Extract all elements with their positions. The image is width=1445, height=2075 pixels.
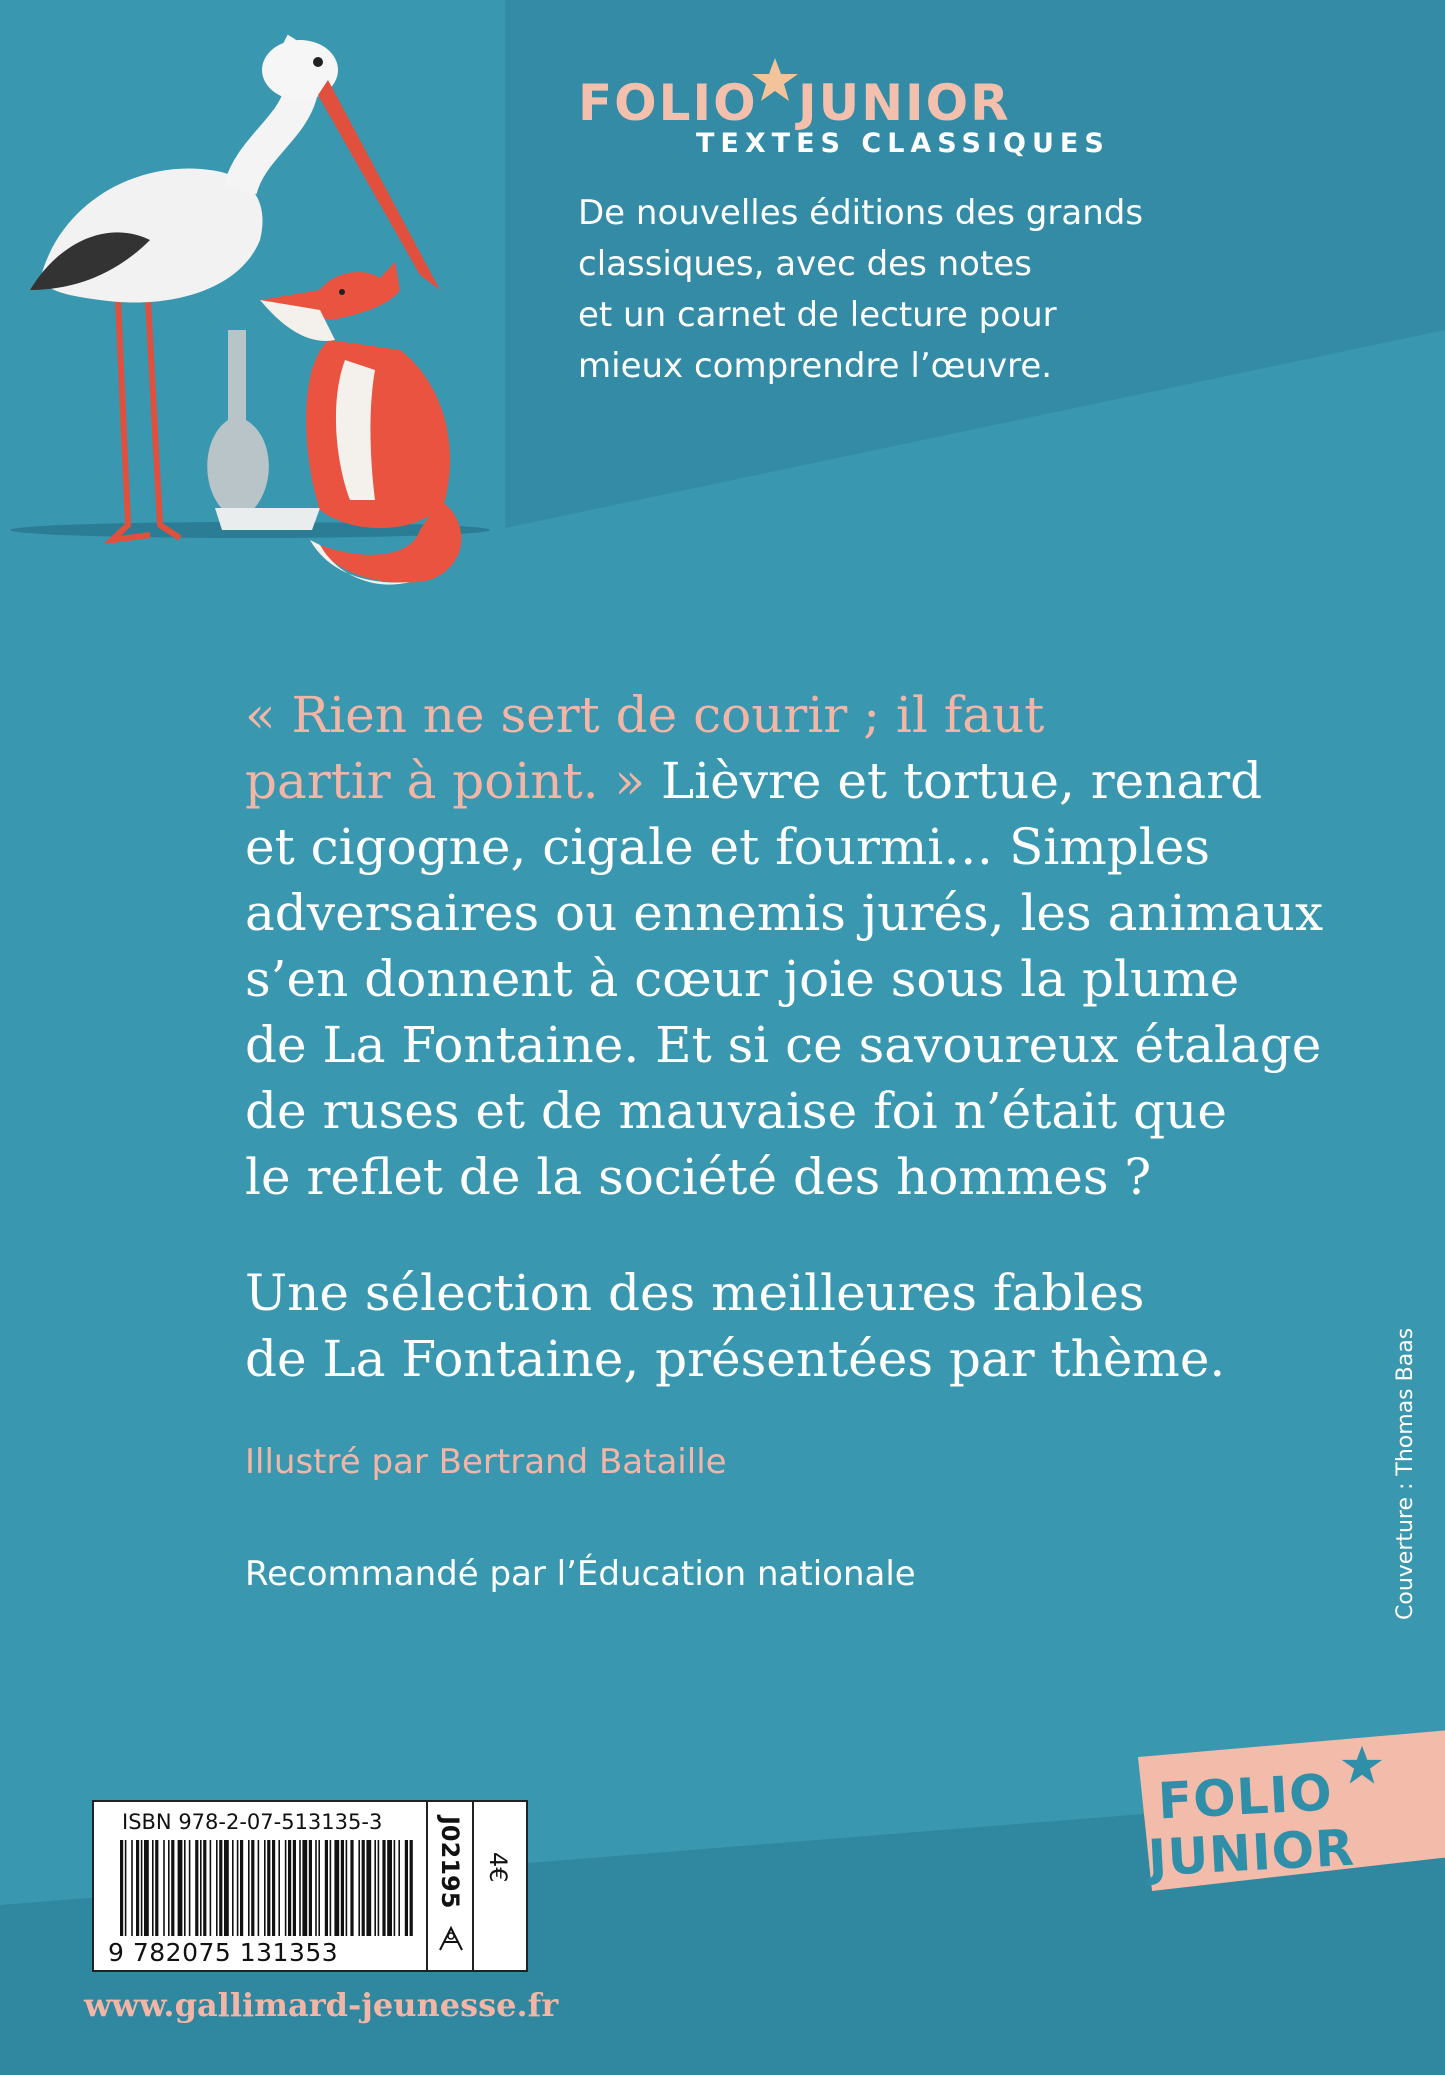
blurb-line (245, 748, 1263, 814)
barcode-bar (168, 1840, 170, 1936)
barcode-bar (309, 1840, 312, 1936)
blurb-line: adversaires ou ennemis jurés, les animaux (245, 884, 1324, 942)
barcode-bar (120, 1840, 123, 1936)
barcode-bar (240, 1840, 243, 1936)
blurb-line: s’en donnent à cœur joie sous la plume (245, 950, 1240, 1008)
barcode-bar (285, 1840, 287, 1936)
blurb-line: de La Fontaine. Et si ce savoureux étalage (245, 1016, 1322, 1074)
barcode-bar (362, 1840, 365, 1936)
series-description-line: classiques, avec des notes (578, 244, 1032, 284)
barcode-bar (330, 1840, 332, 1936)
barcode-bar (341, 1840, 344, 1936)
selection-line: de La Fontaine, présentées par thème. (245, 1330, 1226, 1388)
barcode-bar (248, 1840, 250, 1936)
barcode-bar (216, 1840, 218, 1936)
series-header (578, 70, 1418, 386)
barcode-bar (302, 1840, 307, 1936)
barcode-bar (288, 1840, 291, 1936)
barcode-bar (195, 1840, 198, 1936)
recommendation-text: Recommandé par l’Éducation nationale (245, 1554, 916, 1594)
barcode-bar (272, 1840, 275, 1936)
badge-folio: FOLIO (1156, 1763, 1335, 1831)
stork-fox-illustration (0, 0, 505, 600)
barcode-bar (366, 1840, 371, 1936)
star-icon (750, 56, 800, 106)
barcode-bar (299, 1840, 301, 1936)
barcode-bar (171, 1840, 174, 1936)
illustrator-credit: Illustré par Bertrand Bataille (245, 1442, 727, 1482)
barcode-bar (224, 1840, 229, 1936)
barcode-bar (350, 1840, 353, 1936)
barcode-bar (189, 1840, 191, 1936)
product-code: J02195 (436, 1816, 464, 1909)
barcode-bar (358, 1840, 360, 1936)
cover-credit: Couverture : Thomas Baas (1393, 1327, 1418, 1620)
website-url[interactable]: www.gallimard-jeunesse.fr (84, 1986, 559, 2024)
barcode-bar (163, 1840, 165, 1936)
barcode-bar (334, 1840, 339, 1936)
series-description-line: mieux comprendre l’œuvre. (578, 346, 1053, 386)
barcode-bar (155, 1840, 158, 1936)
barcode-bar (210, 1840, 212, 1936)
blurb-line: de ruses et de mauvaise foi n’était que (245, 1082, 1227, 1140)
barcode-bar (405, 1840, 408, 1936)
barcode-bar (141, 1840, 143, 1936)
barcode-bar (394, 1840, 396, 1936)
blurb-line-rest: Lièvre et tortue, renard (645, 752, 1263, 810)
barcode-bar (410, 1840, 413, 1936)
selection-text (245, 1260, 1225, 1392)
series-description-line: et un carnet de lecture pour (578, 295, 1057, 335)
barcode-bar (346, 1840, 348, 1936)
barcode (120, 1840, 420, 1936)
barcode-bar (318, 1840, 320, 1936)
barcode-bar (144, 1840, 149, 1936)
price: 4€ (484, 1852, 512, 1883)
series-description-line: De nouvelles éditions des grands (578, 193, 1144, 233)
isbn-label: ISBN 978-2-07-513135-3 (122, 1810, 383, 1834)
blurb-quote-end: partir à point. » (245, 752, 646, 810)
barcode-bar (184, 1840, 186, 1936)
barcode-bar (152, 1840, 154, 1936)
barcode-bar (325, 1840, 328, 1936)
barcode-bar (267, 1840, 270, 1936)
barcode-bar (387, 1840, 392, 1936)
ean-digits: 9 782075 131353 (108, 1938, 339, 1967)
barcode-bar (178, 1840, 183, 1936)
blurb-line: et cigogne, cigale et fourmi… Simples (245, 818, 1211, 876)
product-code-cell (426, 1802, 474, 1970)
book-blurb (245, 682, 1324, 1210)
folio-junior-logo (578, 70, 1418, 159)
blurb-line: le reflet de la société des hommes ? (245, 1148, 1152, 1206)
barcode-bar (219, 1840, 222, 1936)
badge-junior: JUNIOR (1146, 1818, 1357, 1888)
blurb-quote-line: « Rien ne sert de courir ; il faut (245, 686, 1045, 744)
barcode-bar (258, 1840, 260, 1936)
barcode-bar (378, 1840, 380, 1936)
series-description (578, 188, 1198, 392)
barcode-bar (293, 1840, 296, 1936)
barcode-bar (125, 1840, 127, 1936)
barcode-bar (251, 1840, 254, 1936)
barcode-bar (232, 1840, 234, 1936)
collection-name: TEXTES CLASSIQUES (696, 128, 1110, 159)
selection-line: Une sélection des meilleures fables (245, 1264, 1145, 1322)
barcode-bar (136, 1840, 139, 1936)
star-icon (1340, 1744, 1384, 1788)
barcode-bar (315, 1840, 317, 1936)
barcode-bar (131, 1840, 133, 1936)
barcode-bar (374, 1840, 376, 1936)
barcode-bar (203, 1840, 206, 1936)
barcode-bar (264, 1840, 266, 1936)
gallimard-logo-icon (434, 1922, 468, 1956)
brand-folio: FOLIO (578, 74, 758, 132)
barcode-bar (237, 1840, 239, 1936)
barcode-bar (398, 1840, 400, 1936)
barcode-bar (200, 1840, 202, 1936)
barcode-bar (382, 1840, 385, 1936)
price-cell (472, 1802, 528, 1970)
barcode-bar (278, 1840, 280, 1936)
barcode-box (92, 1800, 528, 1972)
brand-junior: JUNIOR (798, 74, 1011, 132)
